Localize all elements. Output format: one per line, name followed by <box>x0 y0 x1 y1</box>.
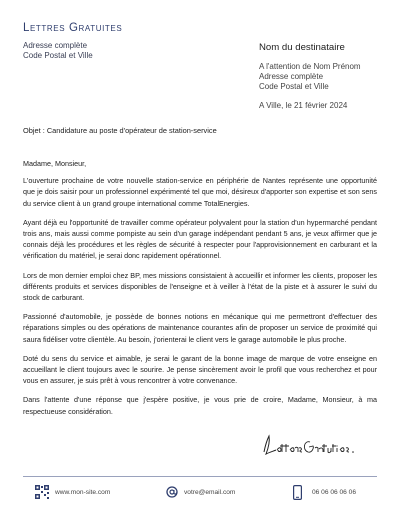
letter-paragraph: Lors de mon dernier emploi chez BP, mes missions consistaient à accueillir et informer les clients, proposer les différents produits et services disponibles de l'enseigne et à veiller à l'état de la piste et à assurer le suivi du stock de carburant. <box>23 270 377 303</box>
signature <box>260 432 360 458</box>
footer-email-text: votre@email.com <box>184 488 236 496</box>
sender-city: Code Postal et Ville <box>23 51 93 60</box>
place-date: A Ville, le 21 février 2024 <box>259 101 348 110</box>
recipient-city: Code Postal et Ville <box>259 82 329 91</box>
recipient-address: Adresse complète <box>259 72 324 81</box>
footer-website-text: www.mon-site.com <box>55 488 111 496</box>
letter-paragraph: Passionné d'automobile, je possède de bonnes notions en mécanique qui me permettront d'effectuer des réparations simples ou des opérations de maintenance courantes afin de proposer un service de proximité qui saura fidéliser votre clientèle. Au besoin, j'orienterai le client vers le garage automobile le plus proche. <box>23 312 377 344</box>
footer-phone[interactable] <box>293 484 356 500</box>
footer-email[interactable] <box>166 484 235 500</box>
letter-paragraph: Ayant déjà eu l'opportunité de travailler comme opérateur polyvalent pour la station d'un hypermarché pendant trois ans, mais aussi comme pompiste au sein d'un garage indépendant pendant 5 ans, je veux affirmer que je connais déjà les procédures et les règles de sécurité à respecter pour l'approvisionnement en carburant et la vérification du matériel, je serai donc rapidement opérationnel. <box>23 217 377 261</box>
footer-phone-text: 06 06 06 06 06 <box>312 488 356 496</box>
letter-subject: Objet : Candidature au poste d'opérateur de station-service <box>23 126 217 135</box>
smartphone-icon <box>293 485 302 500</box>
letter-paragraph: L'ouverture prochaine de votre nouvelle station-service en périphérie de Nantes représente une opportunité que je dois saisir pour un professionnel expérimenté tel que moi, désireux d'apporter son expertise et son sens du service client à un grand groupe international comme TotalEnergies. <box>23 176 377 208</box>
qr-code-icon <box>35 485 49 499</box>
footer-divider <box>23 476 377 477</box>
sender-name: Lettres Gratuites <box>23 22 123 34</box>
letter-body <box>23 158 377 425</box>
recipient-name: Nom du destinataire <box>259 42 345 53</box>
letter-paragraph: Doté du sens du service et aimable, je serai le garant de la bonne image de marque de votre enseigne en accueillant le client toujours avec le sourire. Je pense sincèrement avoir le profil que vous recherchez et pour vous en assurer, je suis prêt à vous rencontrer à votre convenance. <box>23 353 377 386</box>
recipient-attention: A l'attention de Nom Prénom <box>259 62 361 71</box>
sender-address: Adresse complète <box>23 41 88 50</box>
letter-paragraph: Dans l'attente d'une réponse que j'espère positive, je vous prie de croire, Madame, Monsieur, à ma respectueuse considération. <box>23 395 377 416</box>
at-sign-icon <box>166 486 178 498</box>
footer-website[interactable] <box>35 484 110 500</box>
letter-greeting: Madame, Monsieur, <box>23 159 87 168</box>
